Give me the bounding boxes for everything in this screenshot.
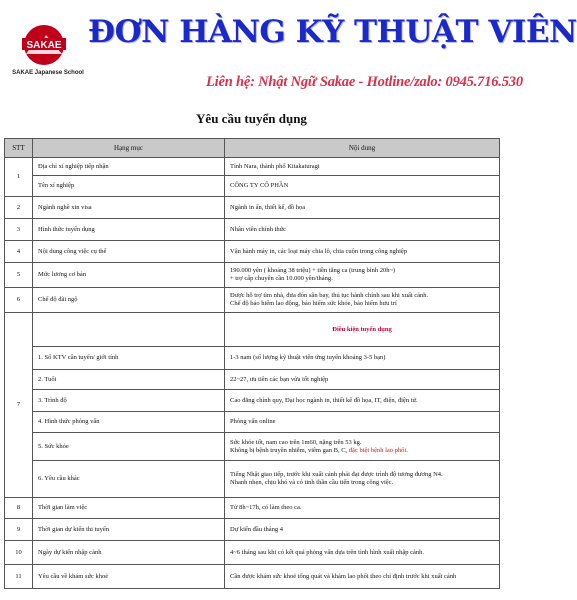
table-row	[5, 197, 500, 219]
row-stt: 1	[5, 158, 33, 197]
row-stt: 10	[5, 541, 33, 565]
row-item: Thời gian dự kiến thi tuyển	[33, 519, 225, 541]
school-logo	[8, 24, 84, 80]
row-item: Mức lương cơ bản	[33, 263, 225, 288]
row-item: Địa chỉ xí nghiệp tiếp nhận	[33, 158, 225, 176]
table-row	[5, 370, 500, 390]
row-content: Tỉnh Nara, thành phố Kitakaturagi	[225, 158, 500, 176]
row-item	[33, 313, 225, 347]
content-line: Được hỗ trợ tìm nhà, đưa đón sân bay, thủ tục hành chính sau khi xuất cảnh.	[230, 292, 429, 299]
content-line: Chế độ bảo hiểm lao động, bảo hiểm sức khỏe, bảo hiểm hưu trí	[230, 300, 397, 307]
logo-subtitle: SAKAE Japanese School	[12, 70, 84, 76]
table-row	[5, 541, 500, 565]
row-stt: 4	[5, 241, 33, 263]
row-content: Nhân viên chính thức	[225, 219, 500, 241]
row-item: Tên xí nghiệp	[33, 176, 225, 197]
sakae-logo-icon	[21, 24, 67, 66]
table-row	[5, 313, 500, 347]
row-stt: 9	[5, 519, 33, 541]
row-item: Ngày dự kiến nhập cảnh	[33, 541, 225, 565]
section-title: Yêu cầu tuyển dụng	[196, 111, 307, 126]
row-content: Dự kiến đầu tháng 4	[225, 519, 500, 541]
table-row	[5, 158, 500, 176]
row-stt: 8	[5, 498, 33, 519]
row-stt: 2	[5, 197, 33, 219]
content-line: Tiếng Nhật giao tiếp, trước khi xuất cảnh phải đạt được trình độ tương đương N4.	[230, 471, 443, 478]
table-row	[5, 176, 500, 197]
row-stt: 3	[5, 219, 33, 241]
table-row	[5, 241, 500, 263]
column-header-item: Hạng mục	[33, 139, 225, 158]
row-item: Nội dung công việc cụ thể	[33, 241, 225, 263]
row-stt: 7	[5, 313, 33, 498]
row-item: 4. Hình thức phỏng vấn	[33, 412, 225, 433]
row-item: 3. Trình độ	[33, 390, 225, 412]
row-item: Ngành nghề xin visa	[33, 197, 225, 219]
content-text: Không bị bệnh truyền nhiễm, viêm gan B, C,	[230, 446, 348, 454]
column-header-content: Nội dung	[225, 139, 500, 158]
row-item: 6. Yêu cầu khác	[33, 461, 225, 498]
table-row	[5, 498, 500, 519]
content-line: Nhanh nhẹn, chịu khó và có tinh thần cầu tiến trong công việc.	[230, 479, 394, 486]
row-content: 4~6 tháng sau khi có kết quả phỏng vấn dựa trên tình hình xuất nhập cảnh.	[225, 541, 500, 565]
row-item: 2. Tuổi	[33, 370, 225, 390]
row-content: Cần được khám sức khoẻ tổng quát và khám lao phổi theo chỉ định trước khi xuất cảnh	[225, 565, 500, 589]
row-stt: 5	[5, 263, 33, 288]
content-highlight: đặc biệt bệnh lao phổi.	[347, 446, 408, 454]
row-content	[225, 433, 500, 461]
row-stt: 6	[5, 288, 33, 313]
row-content: 1-3 nam (số lượng kỹ thuật viên ứng tuyển khoảng 3-5 bạn)	[225, 347, 500, 370]
content-line: + trợ cấp chuyên cần 10.000 yên/tháng.	[230, 275, 333, 282]
table-row	[5, 412, 500, 433]
column-header-stt: STT	[5, 139, 33, 158]
row-item: 5. Sức khỏe	[33, 433, 225, 461]
logo-wordmark: SAKAE	[26, 40, 62, 51]
row-item: Thời gian làm việc	[33, 498, 225, 519]
row-item: 1. Số KTV cần tuyển/ giới tính	[33, 347, 225, 370]
row-item: Hình thức tuyển dụng	[33, 219, 225, 241]
row-content: Từ 8h~17h, có làm theo ca.	[225, 498, 500, 519]
table-row	[5, 390, 500, 412]
row-content: Phỏng vấn online	[225, 412, 500, 433]
row-item: Chế độ đãi ngộ	[33, 288, 225, 313]
row-content: Cao đẳng chính quy, Đại học ngành in, thiết kế đồ họa, IT, điện, điện tử.	[225, 390, 500, 412]
row-content: 22~27, ưu tiên các bạn vừa tốt nghiệp	[225, 370, 500, 390]
row-content	[225, 288, 500, 313]
content-line	[230, 447, 494, 455]
requirements-table	[4, 138, 500, 589]
contact-line: Liên hệ: Nhật Ngữ Sakae - Hotline/zalo: 0945.716.530	[206, 74, 523, 90]
row-content: CÔNG TY CỔ PHẦN	[225, 176, 500, 197]
row-stt: 11	[5, 565, 33, 589]
table-row	[5, 263, 500, 288]
table-header-row	[5, 139, 500, 158]
row-content	[225, 263, 500, 288]
row-content	[225, 461, 500, 498]
row-content: Vận hành máy in, các loại máy chia lô, chia cuộn trong công nghiệp	[225, 241, 500, 263]
table-row	[5, 461, 500, 498]
page-title: ĐƠN HÀNG KỸ THUẬT VIÊN	[88, 14, 577, 50]
content-line: Sức khỏe tốt, nam cao trên 1m60, nặng trên 53 kg.	[230, 438, 362, 446]
table-row	[5, 288, 500, 313]
table-row	[5, 519, 500, 541]
conditions-heading: Điều kiện tuyển dụng	[225, 313, 500, 347]
header	[0, 0, 577, 100]
row-item: Yêu cầu về khám sức khoẻ	[33, 565, 225, 589]
table-row	[5, 565, 500, 589]
table-row	[5, 347, 500, 370]
content-line: 190.000 yên ( khoảng 38 triệu) + tiền tăng ca (trung bình 20h~)	[230, 267, 396, 274]
table-row	[5, 433, 500, 461]
table-row	[5, 219, 500, 241]
row-content: Ngành in ấn, thiết kế, đồ họa	[225, 197, 500, 219]
